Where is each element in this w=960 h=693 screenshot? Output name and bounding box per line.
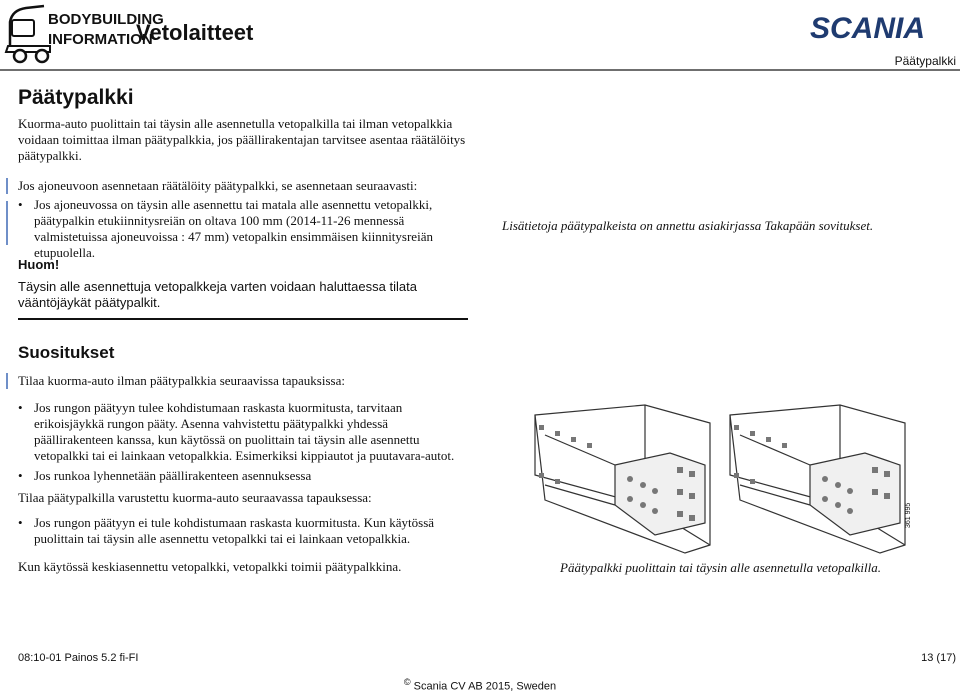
list-item: • Jos rungon päätyyn ei tule kohdistumaan raskasta kuormitusta. Kun käytössä puolittain tai täysin alle asennettu vetopalkki tai ei lainkaan vetopalkkia. [18,515,468,547]
recommendations-closing: Kun käytössä keskiasennettu vetopalkki, vetopalkki toimii päätypalkkina. [18,559,402,574]
change-bar [6,201,8,245]
recommendations-lead: Tilaa kuorma-auto ilman päätypalkkia seuraavissa tapauksissa: [18,373,345,388]
note-divider [18,318,468,320]
logo-line-2: INFORMATION [48,31,153,48]
custom-end-beam-text: Jos ajoneuvoon asennetaan räätälöity päätypalkki, se asennetaan seuraavasti: [18,178,418,193]
change-bar [6,178,8,194]
copyright-symbol: © [403,677,411,687]
change-bar [6,373,8,389]
figure-id: 361 995 [905,502,912,528]
list-item: • Jos ajoneuvossa on täysin alle asennettu tai matala alle asennettu vetopalkki, päätypalkin etukiinnitysreiän on oltava 100 mm (2014-11-26 mennessä valmistetuissa ajoneuvoissa : 47 mm) vetopalkin ensimmäisen kiinnitysreiän etupuolella. [18,197,478,261]
recommendations-lead-2: Tilaa päätypalkilla varustettu kuorma-auto seuraavassa tapauksessa: [18,490,372,505]
logo-line-1: BODYBUILDING [48,11,164,28]
page-title: Päätypalkki [18,86,134,109]
recommendations-title: Suositukset [18,343,115,362]
scania-logo [810,12,956,45]
page-number: 13 (17) [921,652,956,664]
scania-wordmark: SCANIA [810,12,926,45]
section-name: Päätypalkki [894,54,956,68]
recommendations-list-2 [18,515,468,547]
intro-paragraph: Kuorma-auto puolittain tai täysin alle asennetulla vetopalkilla tai ilman vetopalkkia voidaan toimittaa ilman päätypalkkia, jos päällirakentajan tarvitsee asentaa räätälöitys päätypalkki. [18,116,466,163]
copyright-text: Scania CV AB 2015, Sweden [413,680,557,693]
document-title: Vetolaitteet [136,20,254,45]
custom-end-beam-list [18,197,478,261]
note-title: Huom! [18,257,60,272]
copyright-line [0,677,960,693]
frame-end-right [730,405,905,553]
list-item: • Jos rungon päätyyn tulee kohdistumaan raskasta kuormitusta, tarvitaan erikoisjäykkä rungon pääty. Asenna vahvistettu päätypalkki yhdessä päällirakenteen kanssa, kun käytössä on puolittain tai täysin alle asennettu vetopalkki tai ei lainkaan vetopalkkia. Esimerkiksi kippiautot ja puutavara-autot. [18,400,468,464]
note-text: Täysin alle asennettuja vetopalkkeja varten voidaan haluttaessa tilata vääntöjäykät päätypalkit. [18,279,417,310]
side-note: Lisätietoja päätypalkeista on annettu asiakirjassa Takapään sovitukset. [502,218,874,233]
edition-info: 08:10-01 Painos 5.2 fi-FI [18,652,139,664]
list-item: • Jos runkoa lyhennetään päällirakenteen asennuksessa [18,468,468,484]
end-beam-illustration [505,395,915,560]
header-divider [0,69,960,71]
bodybuilding-information-logo [4,2,164,66]
recommendations-list [18,400,468,484]
frame-end-left [535,405,710,553]
figure-caption: Päätypalkki puolittain tai täysin alle asennetulla vetopalkilla. [560,560,881,575]
